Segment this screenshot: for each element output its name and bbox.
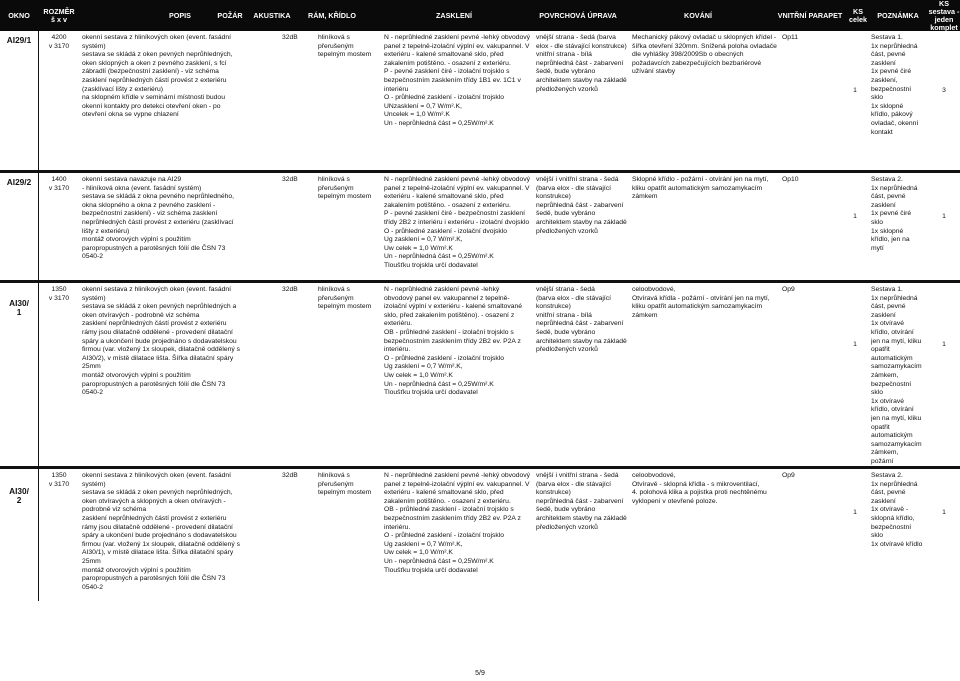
row-akustika: 32dB (282, 34, 298, 41)
header-ks: KS celek (849, 6, 867, 24)
row-code: AI29/2 (6, 178, 32, 187)
row-popis: okenní sestava z hliníkových oken (event. fasádní systém) sestava se skládá z oken pevných neprůhledných a oken otvíravých - podrobně viz schéma zasklení neprůhledných částí provést z exteriéru rámy jsou dilatačně oddělené - provedení dilatační spáry a ukončení bude projednáno s dodavatelskou firmou (var. vložený 1x sloupek, dilatačně oddělený s AI30/2), v místě dilatace lišta. Šířka dilatační spáry 25mm montáž otvorových výplní s použitím paropropustných a parotěsných fólií dle ČSN 73 0540-2 (82, 286, 240, 397)
header-povrch: POVRCHOVÁ ÚPRAVA (539, 10, 617, 20)
row-zaskleni: N - neprůhledné zasklení pevné -lehký obvodový panel z tepelně-izolační výplní ev. vakupannel. V exteriéru - kalené smaltované sklo, před zakalením potištěno. - osazení z exteriéru. P - pevné zasklení čiré - bezpečnostní zasklení třídy 2B2 z interiéru i exteriéru - izolační dvojsklo O - průhledné zasklení - izolační dvojsklo Ug zasklení = 0,7 W/m².K, Uw celek = 1,0 W/m².K Un - neprůhledná část = 0,25W/m².K Tloušťku trojskla určí dodavatel (384, 176, 530, 269)
row-ram: hliníková s přerušeným tepelným mostem (318, 286, 372, 311)
row-ks-sestava: 1 (942, 509, 946, 516)
row-ram: hliníková s přerušeným tepelným mostem (318, 34, 372, 59)
row-ks: 1 (853, 509, 857, 516)
row-poznamka: Sestava 2. 1x neprůhledná část, pevné zasklení 1x otvíravě - sklopná křídlo, bezpečnostní sklo 1x otvíravé křídlo (871, 472, 923, 548)
table-row (0, 280, 960, 468)
header-poznamka: POZNÁMKA (877, 10, 919, 20)
header-rozmer: ROZMĚR š x v (43, 6, 75, 24)
table-header (0, 0, 960, 31)
row-povrch: vnější strana - šedá (barva elox - dle stávající konstrukce) vnitřní strana - bílá neprůhledná část - zabarvení šedě, bude vybráno architektem stavby na základě předložených vzorků (536, 286, 627, 354)
row-akustika: 32dB (282, 286, 298, 293)
row-poznamka: Sestava 2. 1x neprůhledná část, pevné zasklení 1x pevné čiré sklo 1x sklopné křídlo, jen na mytí (871, 176, 918, 252)
table-row (0, 466, 960, 604)
header-okno: OKNO (8, 10, 30, 20)
row-povrch: vnější i vnitřní strana - šedá (barva elox - dle stávající konstrukce) neprůhledná část - zabarvení šedě, bude vybráno architektem stavby na základě předložených vzorků (536, 176, 627, 235)
row-ks: 1 (853, 213, 857, 220)
row-povrch: vnější strana - šedá (barva elox - dle stávající konstrukce) vnitřní strana - bílá neprůhledná část - zabarvení šedě, bude vybráno architektem stavby na základě předložených vzorků (536, 34, 627, 93)
column-divider (38, 31, 39, 601)
row-povrch: vnější i vnitřní strana - šedá (barva elox - dle stávající konstrukce) neprůhledná část - zabarvení šedě, bude vybráno architektem stavby na základě předložených vzorků (536, 472, 627, 531)
row-parapet: Op9 (782, 286, 795, 293)
row-zaskleni: N - neprůhledné zasklení pevné -lehký obvodový panel z tepelně-izolační výplní ev. vakupannel. V exteriéru - kalené smaltované sklo, před zakalením potištěno. - osazení z exteriéru. P - pevné zasklení čiré - izolační trojsklo s bezpečnostním zasklením třídy 1B1 ev. 1C1 v interiéru O - průhledné zasklení - izolační trojsklo UNzasklení = 0,7 W/m².K, Uncelek = 1,0 W/m².K Un - neprůhledná část = 0,25W/m².K (384, 34, 530, 127)
row-rozmer: 1350 v 3170 (48, 286, 70, 302)
row-zaskleni: N - neprůhledné zasklení pevné -lehký obvodový panel ev. vakupannel z tepelně- izolační výplní v exteriéru - kalené smaltované sklo, před zakalením potištěno). - osazení z exteriéru. OB - průhledné zasklení - izolační trojsklo s bezpečnostním zasklením třídy 2B2 ev. P2A z interiéru. O - průhledné zasklení - izolační trojsklo Ug zasklení = 0,7 W/m².K, Uw celek = 1,0 W/m².K Un - neprůhledná část = 0,25W/m².K Tloušťku trojskla určí dodavatel (384, 286, 523, 397)
row-ram: hliníková s přerušeným tepelným mostem (318, 176, 372, 201)
row-popis: okenní sestava z hliníkových oken (event. fasádní systém) sestava se skládá z oken pevných neprůhledných, oken sklopných a oken z pevného zasklení, s fcí zábradlí (bezpečnostní zasklení) - viz schéma zasklení neprůhledných částí provést z exteriéru (zasklívací lišty z exteriéru) na sklopném křídle v seminární místnosti budou okenní kontakty pro detekci otevření oken - po otevření okna se vypne chlazení (82, 34, 233, 119)
row-rozmer: 4200 v 3170 (48, 34, 70, 50)
header-zaskleni: ZASKLENÍ (436, 10, 472, 20)
header-parapet: VNITŘNÍ PARAPET (777, 10, 843, 20)
row-ks-sestava: 3 (942, 87, 946, 94)
row-ks: 1 (853, 87, 857, 94)
row-ks: 1 (853, 341, 857, 348)
row-poznamka: Sestava 1. 1x neprůhledná část, pevné zasklení 1x pevné čiré zasklení, bezpečnostní sklo 1x sklopné křídlo, pákový ovladač, okenní kontakt (871, 34, 919, 136)
row-akustika: 32dB (282, 472, 298, 479)
row-popis: okenní sestava z hliníkových oken (event. fasádní systém) sestava se skládá z oken pevných neprůhledných, oken otvíravých a sklopných a oken otvíravých - podrobně viz schéma zasklení neprůhledných částí provést z exteriéru rámy jsou dilatačně oddělené - provedení dilatační spáry a ukončení bude projednáno s dodavatelskou firmou (var. vložený 1x sloupek, dilatačně oddělený s AI30/1), v místě dilatace lišta. Šířka dilatační spáry 25mm montáž otvorových výplní s použitím paropropustných a parotěsných fólií dle ČSN 73 0540-2 (82, 472, 240, 591)
row-kovani: Mechanický pákový ovladač u sklopných křídel - šířka otevření 320mm. Snížená poloha ovladače dle vyhlášky 398/2009Sb o obecných požadavcích zabezpečujících bezbariérové užívání stavby (632, 34, 777, 76)
row-ks-sestava: 1 (942, 213, 946, 220)
row-popis: okenní sestava navazuje na AI29 - hliníková okna (event. fasádní systém) sestava se skládá z okna pevného neprůhledného, okna sklopného a okna z pevného zasklení - bezpečnostní zasklení) - viz schéma zasklení neprůhledných částí provést z exteriéru (zasklívací lišty z exteriéru) montáž otvorových výplní s použitím paropropustných a parotěsných fólií dle ČSN 73 0540-2 (82, 176, 234, 261)
header-ks-sestava: KS sestava - jeden komplet (928, 0, 960, 32)
row-zaskleni: N - neprůhledné zasklení pevné -lehký obvodový panel z tepelně-izolační výplní ev. vakupannel. V exteriéru - kalené smaltované sklo, před zakalením potištěno. - osazení z exteriéru. OB - průhledné zasklení - izolační trojsklo s bezpečnostním zasklením třídy 2B2 ev. P2A z interiéru. O - průhledné zasklení - izolační trojsklo Ug zasklení = 0,7 W/m².K, Uw celek = 1,0 W/m².K Un - neprůhledná část = 0,25W/m².K Tloušťku trojskla určí dodavatel (384, 472, 530, 574)
row-akustika: 32dB (282, 176, 298, 183)
row-parapet: Op11 (782, 34, 799, 41)
row-code: AI30/ 1 (9, 299, 29, 317)
row-poznamka: Sestava 1. 1x neprůhledná část, pevné zasklení 1x otvíravé křídlo, otvírání jen na mytí, kliku opatřit automatickým samozamykacím zámkem, bezpečnostní sklo 1x otvíravé křídlo, otvírání jen na mytí, kliku opatřit automatickým samozamykacím zámkem, požární (871, 286, 922, 465)
header-popis: POPIS (169, 10, 191, 20)
header-akustika: AKUSTIKA (253, 10, 291, 20)
row-rozmer: 1400 v 3170 (48, 176, 70, 192)
row-rozmer: 1350 v 3170 (48, 472, 70, 488)
row-ram: hliníková s přerušeným tepelným mostem (318, 472, 372, 497)
row-kovani: celoobvodové, Otvíravě - sklopná křídla - s mikroventilací, 4. polohová klika a pojistka proti nechtěnému vyklopení v otevřené poloze. (632, 472, 767, 505)
row-parapet: Op10 (782, 176, 799, 183)
row-code: AI29/1 (6, 36, 32, 45)
header-pozar: POŽÁR (217, 10, 243, 20)
table-row (0, 31, 960, 169)
row-code: AI30/ 2 (9, 487, 29, 505)
table-row (0, 170, 960, 282)
header-kovani: KOVÁNÍ (684, 10, 712, 20)
row-kovani: celoobvodové, Otvíravá křídla - požární - otvírání jen na mytí, kliku opatřit automatickým samozamykacím zámkem (632, 286, 770, 319)
header-ram: RÁM, KŘÍDLO (308, 10, 356, 20)
page-number: 5/9 (475, 670, 485, 677)
row-ks-sestava: 1 (942, 341, 946, 348)
row-kovani: Sklopné křídlo - požární - otvírání jen na mytí, kliku opatřit automatickým samozamykacím zámkem (632, 176, 769, 201)
row-parapet: Op9 (782, 472, 795, 479)
